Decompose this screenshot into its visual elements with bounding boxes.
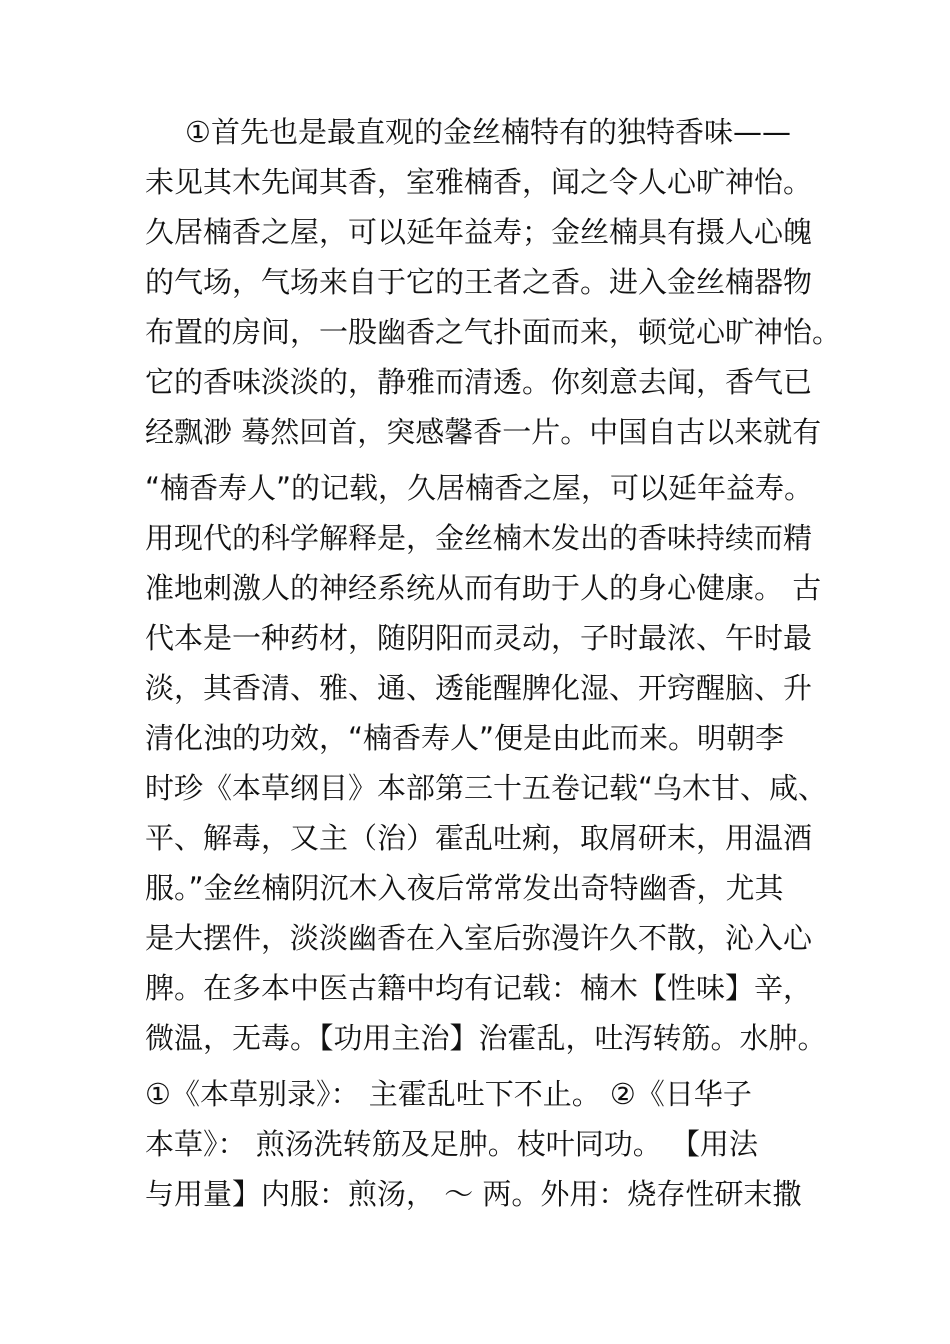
text-line: 布置的房间，一股幽香之气扑面而来，顿觉心旷神怡。: [145, 315, 842, 349]
text-line: 用现代的科学解释是，金丝楠木发出的香味持续而精: [145, 521, 813, 555]
text-line: 是大摆件，淡淡幽香在入室后弥漫许久不散，沁入心: [145, 921, 813, 955]
text-line: 它的香味淡淡的，静雅而清透。你刻意去闻，香气已: [145, 365, 813, 399]
text-line: 本草》： 煎汤洗转筋及足肿。枝叶同功。 【用法: [145, 1127, 758, 1161]
text-line: 未见其木先闻其香，室雅楠香，闻之令人心旷神怡。: [145, 165, 813, 199]
text-line: ①首先也是最直观的金丝楠特有的独特香味——: [185, 115, 791, 149]
text-line: 代本是一种药材，随阴阳而灵动，子时最浓、午时最: [145, 621, 813, 655]
text-line: “楠香寿人”的记载，久居楠香之屋，可以延年益寿。: [145, 471, 814, 505]
text-line: 准地刺激人的神经系统从而有助于人的身心健康。 古: [145, 571, 822, 605]
text-line: 清化浊的功效，“楠香寿人”便是由此而来。明朝李: [145, 721, 785, 755]
text-line: 脾。在多本中医古籍中均有记载：楠木【性味】辛，: [145, 971, 813, 1005]
body-text: [145, 112, 842, 1224]
text-line: 与用量】内服：煎汤， ～ 两。外用：烧存性研末撒: [145, 1177, 802, 1211]
text-line: 服。”金丝楠阴沉木入夜后常常发出奇特幽香，尤其: [145, 871, 784, 905]
text-line: 经飘渺 蓦然回首，突感馨香一片。中国自古以来就有: [145, 415, 822, 449]
text-line: 平、解毒，又主（治）霍乱吐痢，取屑研末，用温酒: [145, 821, 813, 855]
text-line: 时珍《本草纲目》本部第三十五卷记载“乌木甘、咸、: [145, 771, 828, 805]
text-line: 久居楠香之屋，可以延年益寿；金丝楠具有摄人心魄: [145, 215, 813, 249]
text-line: 淡，其香清、雅、通、透能醒脾化湿、开窍醒脑、升: [145, 671, 813, 705]
text-line: ①《本草别录》： 主霍乱吐下不止。 ②《日华子: [145, 1077, 752, 1111]
text-line: 的气场，气场来自于它的王者之香。进入金丝楠器物: [145, 265, 813, 299]
text-line: 微温，无毒。【功用主治】治霍乱，吐泻转筋。水肿。: [145, 1021, 827, 1055]
